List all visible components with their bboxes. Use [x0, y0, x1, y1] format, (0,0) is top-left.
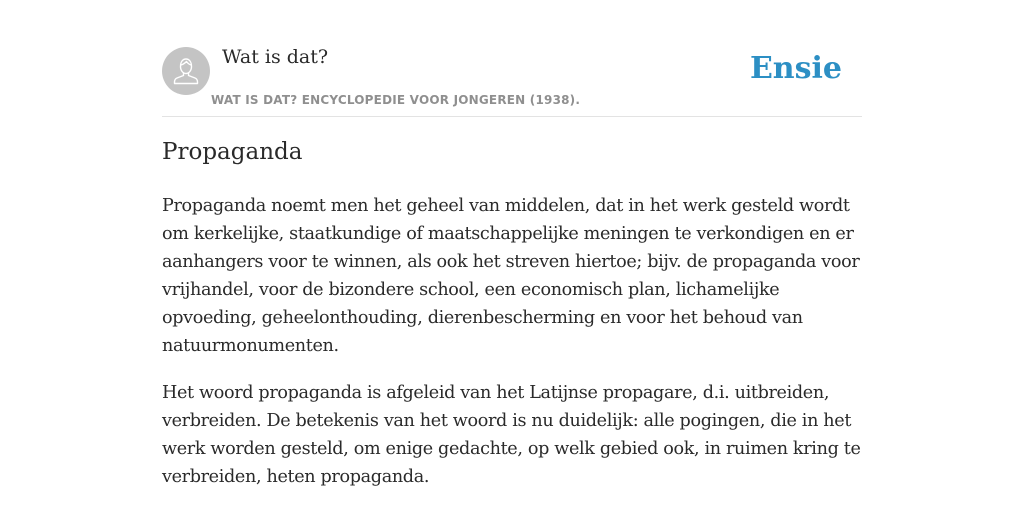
- text-line: verbreiden. De betekenis van het woord is nu duidelijk: alle pogingen, die in het: [162, 411, 852, 431]
- text-line: werk worden gesteld, om enige gedachte, op welk gebied ook, in ruimen kring te: [162, 439, 861, 459]
- source-header: [162, 46, 862, 117]
- text-line: natuurmonumenten.: [162, 336, 339, 356]
- text-line: Het woord propaganda is afgeleid van het Latijnse propagare, d.i. uitbreiden,: [162, 383, 830, 403]
- text-line: opvoeding, geheelonthouding, dierenbescherming en voor het behoud van: [162, 308, 803, 328]
- text-line: Propaganda noemt men het geheel van middelen, dat in het werk gesteld wordt: [162, 196, 850, 216]
- ensie-logo[interactable]: Ensie: [749, 51, 842, 86]
- article-body: [162, 192, 864, 510]
- paragraph: [162, 192, 864, 360]
- text-line: verbreiden, heten propaganda.: [162, 467, 430, 487]
- paragraph: [162, 379, 864, 491]
- text-line: vrijhandel, voor de bizondere school, een economisch plan, lichamelijke: [162, 280, 780, 300]
- source-subtitle: WAT IS DAT? ENCYCLOPEDIE VOOR JONGEREN (1938).: [211, 93, 581, 107]
- article-title: Propaganda: [162, 139, 303, 165]
- text-line: aanhangers voor te winnen, als ook het streven hiertoe; bijv. de propaganda voor: [162, 252, 860, 272]
- user-icon[interactable]: [162, 47, 210, 95]
- source-title[interactable]: Wat is dat?: [222, 46, 329, 68]
- text-line: om kerkelijke, staatkundige of maatschappelijke meningen te verkondigen en er: [162, 224, 854, 244]
